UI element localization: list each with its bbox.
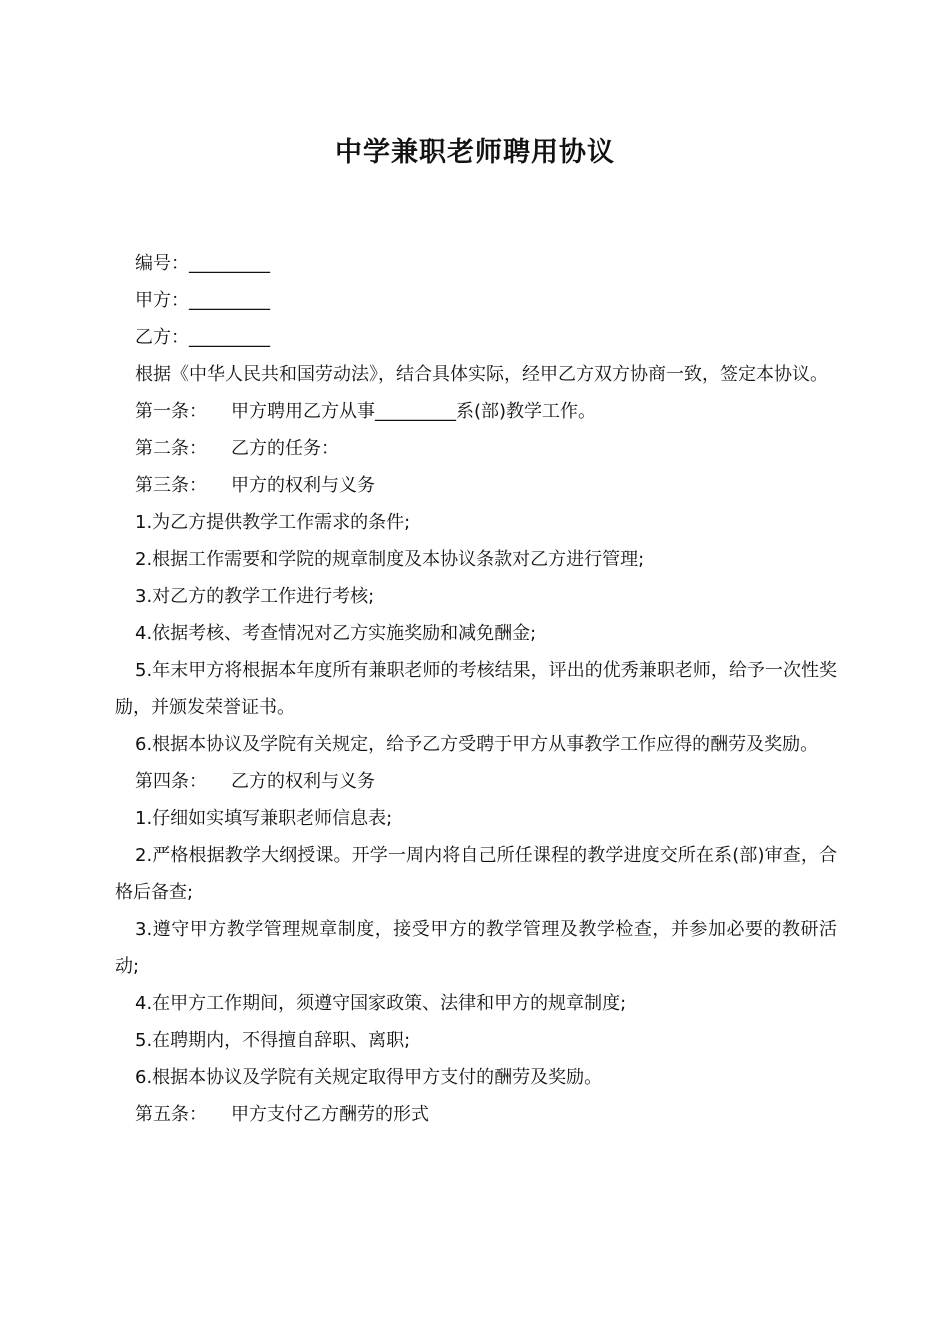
document-title: 中学兼职老师聘用协议: [335, 137, 615, 168]
article-5: [115, 1096, 837, 1133]
article-3-label: 第三条：: [135, 475, 207, 496]
article-4-item: 5.在聘期内，不得擅自辞职、离职;: [135, 1030, 411, 1051]
party-a-field: 甲方：_________: [135, 290, 270, 311]
article-4: [115, 763, 837, 800]
party-b-field: 乙方：_________: [135, 327, 270, 348]
article-4-item: 4.在甲方工作期间，须遵守国家政策、法律和甲方的规章制度;: [135, 993, 627, 1014]
article-2-label: 第二条：: [135, 438, 207, 459]
article-2-text: 乙方的任务：: [231, 438, 339, 459]
article-3-item: 2.根据工作需要和学院的规章制度及本协议条款对乙方进行管理;: [135, 549, 645, 570]
article-4-item: 6.根据本协议及学院有关规定取得甲方支付的酬劳及奖励。: [135, 1067, 603, 1088]
intro-paragraph: 根据《中华人民共和国劳动法》，结合具体实际，经甲乙方双方协商一致，签定本协议。: [135, 364, 828, 385]
article-5-text: 甲方支付乙方酬劳的形式: [231, 1104, 429, 1125]
article-3-item: 1.为乙方提供教学工作需求的条件;: [135, 512, 411, 533]
article-3-text: 甲方的权利与义务: [231, 475, 375, 496]
article-2: [115, 430, 837, 467]
article-3: [115, 467, 837, 504]
article-3-item: 4.依据考核、考查情况对乙方实施奖励和减免酬金;: [135, 623, 537, 644]
article-3-item: 6.根据本协议及学院有关规定，给予乙方受聘于甲方从事教学工作应得的酬劳及奖励。: [135, 734, 819, 755]
article-4-text: 乙方的权利与义务: [231, 771, 375, 792]
number-field: 编号：_________: [135, 253, 270, 274]
article-1-text: 甲方聘用乙方从事_________系(部)教学工作。: [231, 401, 597, 422]
article-1-label: 第一条：: [135, 401, 207, 422]
document-body: [115, 245, 837, 1133]
article-5-label: 第五条：: [135, 1104, 207, 1125]
article-3-item: 5.年末甲方将根据本年度所有兼职老师的考核结果，评出的优秀兼职老师，给予一次性奖励，并颁发荣誉证书。: [115, 660, 837, 718]
article-3-item: 3.对乙方的教学工作进行考核;: [135, 586, 375, 607]
article-4-item: 1.仔细如实填写兼职老师信息表;: [135, 808, 393, 829]
article-1: [115, 393, 837, 430]
article-4-item: 2.严格根据教学大纲授课。开学一周内将自己所任课程的教学进度交所在系(部)审查，合格后备查;: [115, 845, 837, 903]
article-4-label: 第四条：: [135, 771, 207, 792]
article-4-item: 3.遵守甲方教学管理规章制度，接受甲方的教学管理及教学检查，并参加必要的教研活动;: [115, 919, 837, 977]
